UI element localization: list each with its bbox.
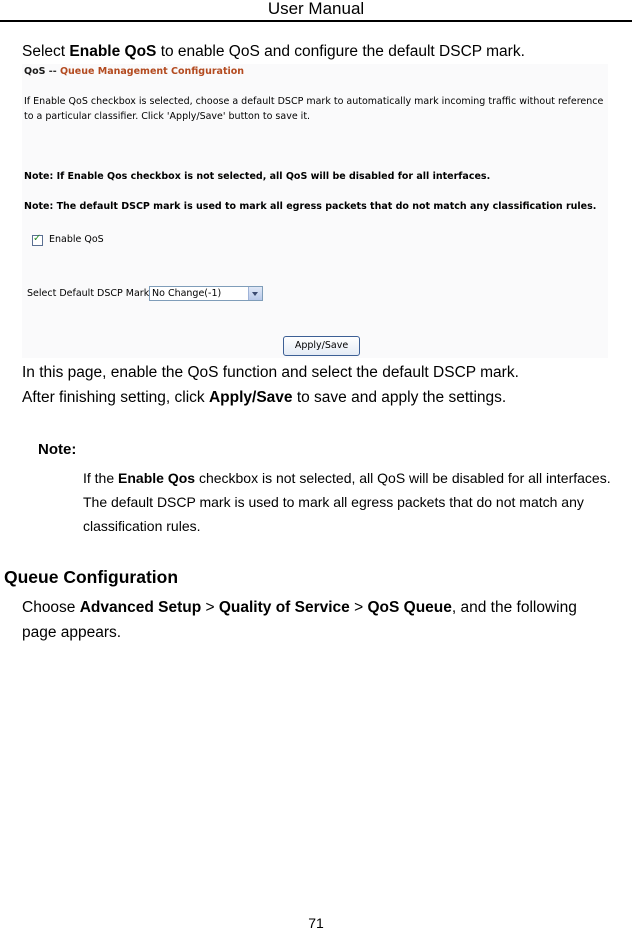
apply-save-button[interactable]: Apply/Save [283, 336, 360, 356]
paragraph-2 [22, 388, 506, 408]
section-heading: Queue Configuration [4, 567, 179, 587]
note-text: If the [83, 470, 119, 486]
menu-qos-queue: QoS Queue [367, 599, 452, 616]
title-sub: Queue Management Configuration [59, 66, 245, 77]
paragraph-1: In this page, enable the QoS function and select the default DSCP mark. [22, 364, 519, 381]
note-body [83, 466, 623, 538]
path-separator: > [349, 599, 368, 616]
qos-config-screenshot [22, 64, 608, 358]
dscp-mark-value: No Change(-1) [152, 288, 222, 299]
dscp-mark-label: Select Default DSCP Mark [27, 288, 150, 299]
screenshot-description: If Enable QoS checkbox is selected, choose a default DSCP mark to automatically mark incoming traffic without reference to a particular classifier. Click 'Apply/Save' button to save it. [24, 96, 604, 122]
enable-qos-label: Enable QoS [49, 234, 104, 245]
para2-bold: Apply/Save [208, 389, 293, 406]
enable-qos-checkbox[interactable] [32, 235, 43, 246]
path-separator: > [201, 599, 219, 616]
note-heading: Note: [38, 441, 77, 458]
dscp-mark-select[interactable] [149, 286, 263, 301]
intro-paragraph [22, 42, 525, 62]
screenshot-note-2: Note: The default DSCP mark is used to mark all egress packets that do not match any classification rules. [24, 201, 597, 212]
title-separator: -- [45, 66, 60, 77]
section-text-end: , and the following [451, 599, 577, 616]
para2-text: After finishing setting, click [22, 389, 209, 406]
screenshot-note-1: Note: If Enable Qos checkbox is not selected, all QoS will be disabled for all interfaces. [24, 171, 491, 182]
note-text-end: checkbox is not selected, all QoS will be disabled for all interfaces. The default DSCP mark is used to mark all egress packets that do not match any classification rules. [83, 470, 611, 534]
chevron-down-icon[interactable] [248, 287, 262, 300]
section-paragraph-line2: page appears. [22, 624, 122, 641]
section-paragraph-line1 [22, 598, 577, 618]
note-bold: Enable Qos [118, 470, 196, 486]
page-number: 71 [308, 915, 324, 931]
menu-quality-of-service: Quality of Service [218, 599, 350, 616]
check-mark-icon: ✓ [33, 233, 42, 244]
intro-text-end: to enable QoS and configure the default DSCP mark. [156, 43, 525, 60]
menu-advanced-setup: Advanced Setup [79, 599, 202, 616]
section-text: Choose [22, 599, 80, 616]
title-main: QoS [24, 66, 46, 77]
page-header: User Manual [0, 0, 632, 22]
screenshot-title [24, 66, 244, 77]
intro-bold: Enable QoS [69, 43, 157, 60]
intro-text: Select [22, 43, 70, 60]
para2-text-end: to save and apply the settings. [292, 389, 507, 406]
